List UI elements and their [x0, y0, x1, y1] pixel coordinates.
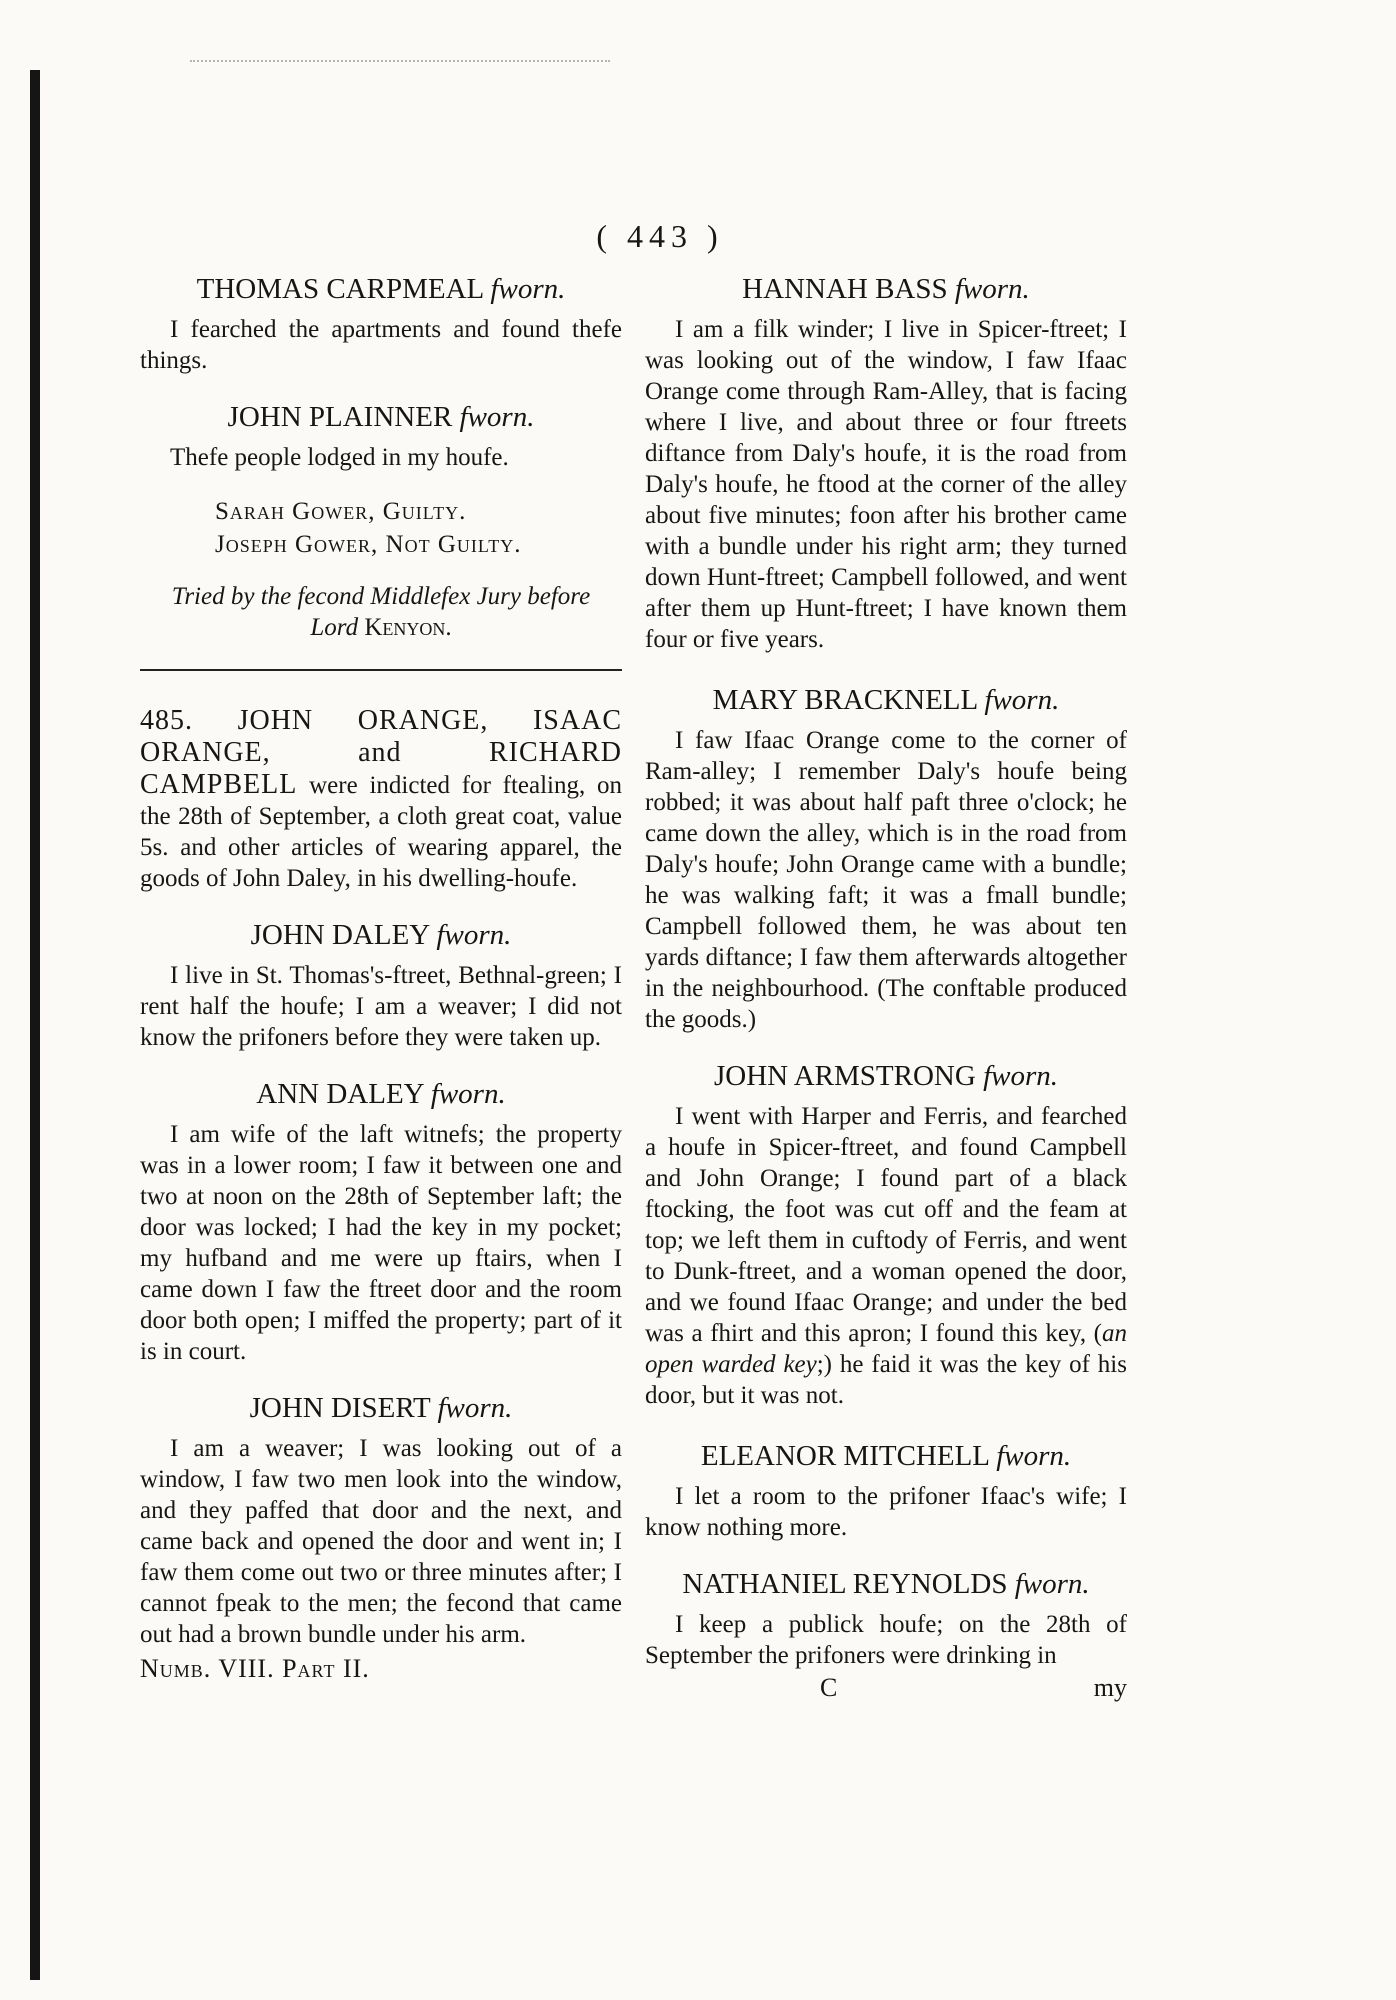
testimony: Thefe people lodged in my houfe.	[170, 444, 509, 471]
witness-heading	[140, 1389, 622, 1427]
witness-name: ELEANOR MITCHELL	[700, 1440, 989, 1472]
sworn-label: fworn.	[984, 684, 1060, 716]
testimony	[645, 1101, 1127, 1411]
testimony: I am a filk winder; I live in Spicer-ftreet; I was looking out of the window, I faw Ifaac Orange come through Ram-Alley, that is facing where I live, and about three or four ftreets diftance from Daly's houfe, it is the road from Daly's houfe, he ftood at the corner of the alley about five minutes; foon after his brother came with a bundle under his right arm; they turned down Hunt-ftreet; Campbell followed, and went after them up Hunt-ftreet; I have known them four or five years.	[645, 316, 1127, 653]
verdict-line: Joseph Gower, Not Guilty.	[215, 531, 522, 558]
witness-name: JOHN DISERT	[249, 1392, 431, 1424]
case-defendants: 485. JOHN ORANGE, ISAAC ORANGE, and RICHARD CAMPBELL	[140, 705, 622, 800]
jury-note	[140, 581, 622, 643]
witness-name: ANN DALEY	[256, 1078, 424, 1110]
signature-mark: C	[820, 1673, 838, 1702]
sworn-label: fworn.	[490, 273, 566, 305]
scan-noise	[190, 60, 610, 62]
verdict-line: Sarah Gower, Guilty.	[215, 498, 467, 525]
witness-heading	[645, 1437, 1127, 1475]
case-indictment: were indicted for ftealing, on the 28th of September, a cloth great coat, value 5s. and other articles of wearing apparel, the goods of John Daley, in his dwelling-houfe.	[140, 772, 623, 892]
testimony-text: ;) he faid it was the key of his door, but it was not.	[645, 1351, 1127, 1409]
sworn-label: fworn.	[436, 919, 512, 951]
testimony: I am a weaver; I was looking out of a window, I faw two men look into the window, and they paffed that door and the next, and came back and opened the door and went in; I faw them come out two or three minutes after; I cannot fpeak to the men; the fecond that came out had a brown bundle under his arm.	[140, 1435, 622, 1648]
witness-name: THOMAS CARPMEAL	[196, 273, 484, 305]
witness-heading	[645, 681, 1127, 719]
witness-name: JOHN DALEY	[250, 919, 430, 951]
case-opening	[140, 705, 622, 894]
sworn-label: fworn.	[459, 401, 535, 433]
sworn-label: fworn.	[437, 1392, 513, 1424]
binding-edge	[30, 70, 40, 1980]
testimony: I fearched the apartments and found thefe things.	[140, 316, 622, 374]
sworn-label: fworn.	[430, 1078, 506, 1110]
sworn-label: fworn.	[954, 273, 1030, 305]
witness-heading	[140, 270, 622, 308]
jury-note-line: Tried by the fecond Middlefex Jury before	[171, 583, 591, 610]
right-column	[645, 270, 1127, 1707]
witness-name: MARY BRACKNELL	[712, 684, 978, 716]
witness-heading	[645, 270, 1127, 308]
witness-name: HANNAH BASS	[742, 273, 948, 305]
witness-heading	[645, 1565, 1127, 1603]
catchline	[645, 1673, 1127, 1707]
jury-note-judge: Kenyon.	[364, 614, 452, 641]
left-column	[140, 270, 622, 1684]
testimony: I faw Ifaac Orange come to the corner of Ram-alley; I remember Daly's houfe being robbed; it was about half paft three o'clock; he came down the alley, which is in the road from Daly's houfe; John Orange came with a bundle; he was walking faft; it was a fmall bundle; Campbell followed them, he was about ten yards diftance; I faw them afterwards altogether in the neighbourhood. (The conftable produced the goods.)	[645, 727, 1127, 1033]
witness-heading	[140, 916, 622, 954]
witness-name: NATHANIEL REYNOLDS	[682, 1568, 1008, 1600]
testimony: I live in St. Thomas's-ftreet, Bethnal-green; I rent half the houfe; I am a weaver; I did not know the prifoners before they were taken up.	[140, 962, 622, 1051]
testimony: I am wife of the laft witnefs; the property was in a lower room; I faw it between one and two at noon on the 28th of September laft; the door was locked; I had the key in my pocket; my hufband and me were up ftairs, when I came down I faw the ftreet door and the room door both open; I miffed the property; part of it is in court.	[140, 1121, 622, 1365]
witness-name: JOHN ARMSTRONG	[713, 1060, 976, 1092]
jury-note-lord: Lord	[310, 614, 359, 641]
witness-heading	[140, 398, 622, 436]
sworn-label: fworn.	[983, 1060, 1059, 1092]
witness-heading	[140, 1075, 622, 1113]
testimony: I keep a publick houfe; on the 28th of September the prifoners were drinking in	[645, 1611, 1127, 1669]
catchword: my	[1093, 1673, 1127, 1702]
sworn-label: fworn.	[1014, 1568, 1090, 1600]
testimony-italic: an open warded key	[645, 1320, 1127, 1378]
testimony-text: I went with Harper and Ferris, and fearched a houfe in Spicer-ftreet, and found Campbell and John Orange; I found part of a black ftocking, the foot was cut off and the feam at top; we left them in cuftody of Ferris, and went to Dunk-ftreet, and a woman opened the door, and we found Ifaac Orange; and under the bed was a fhirt and this apron; I found this key, (	[645, 1103, 1127, 1347]
testimony: I let a room to the prifoner Ifaac's wife; I know nothing more.	[645, 1483, 1127, 1541]
section-divider	[140, 669, 622, 671]
page-number: ( 443 )	[596, 218, 724, 254]
sworn-label: fworn.	[996, 1440, 1072, 1472]
witness-heading	[645, 1057, 1127, 1095]
witness-name: JOHN PLAINNER	[227, 401, 453, 433]
signature-line: Numb. VIII. Part II.	[140, 1654, 370, 1683]
